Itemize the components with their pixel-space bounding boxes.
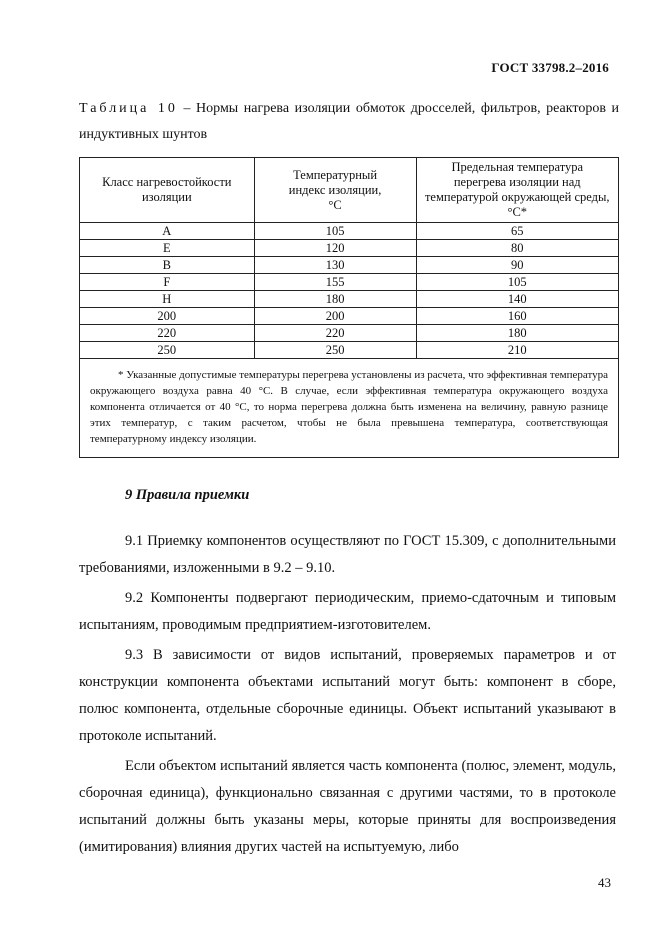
column-header-class: Класс нагревостойкости изоляции: [80, 158, 255, 223]
table-cell: 80: [416, 240, 618, 257]
column-header-index: Температурный индекс изоляции, °С: [254, 158, 416, 223]
table-body: [80, 223, 619, 359]
table-cell: В: [80, 257, 255, 274]
table-cell: 250: [254, 342, 416, 359]
table-cell: 250: [80, 342, 255, 359]
table-caption: [79, 96, 619, 148]
table-row: [80, 240, 619, 257]
table-row: [80, 342, 619, 359]
table-cell: 220: [80, 325, 255, 342]
table-footnote-row: [80, 359, 619, 458]
table-cell: А: [80, 223, 255, 240]
table-row: [80, 257, 619, 274]
table-cell: 65: [416, 223, 618, 240]
table-caption-text: – Нормы нагрева изоляции обмоток дросселей, фильтров, реакторов и индуктивных шунтов: [79, 101, 619, 142]
table-row: [80, 291, 619, 308]
document-code: ГОСТ 33798.2–2016: [491, 60, 609, 75]
table-cell: 220: [254, 325, 416, 342]
table-row: [80, 223, 619, 240]
insulation-norms-table: [79, 157, 619, 458]
table-cell: Е: [80, 240, 255, 257]
table-cell: 200: [80, 308, 255, 325]
table-cell: 105: [254, 223, 416, 240]
paragraph-9-3: 9.3 В зависимости от видов испытаний, проверяемых параметров и от конструкции компонента объектами испытаний могут быть: компонент в сборе, полюс компонента, отдельные сборочные единицы. Объект испытаний указывают в протоколе испытаний.: [79, 647, 616, 744]
table-cell: 90: [416, 257, 618, 274]
table-cell: Н: [80, 291, 255, 308]
table-cell: 140: [416, 291, 618, 308]
table-row: [80, 274, 619, 291]
table-header-row: [80, 158, 619, 223]
paragraph-9-3-continued: Если объектом испытаний является часть компонента (полюс, элемент, модуль, сборочная единица), функционально связанная с другими частями, то в протоколе испытаний должны быть указаны меры, которые приняты для воспроизведения (имитирования) влияния других частей на испытуемую, либо: [79, 758, 616, 855]
table-cell: 130: [254, 257, 416, 274]
paragraph-9-1: 9.1 Приемку компонентов осуществляют по ГОСТ 15.309, с дополнительными требованиями, изложенными в 9.2 – 9.10.: [79, 533, 616, 576]
table-cell: 180: [254, 291, 416, 308]
column-header-limit: Предельная температура перегрева изоляции над температурой окружающей среды, °С*: [416, 158, 618, 223]
table-row: [80, 308, 619, 325]
page-number: 43: [598, 875, 611, 890]
table-footnote-cell: [80, 359, 619, 458]
table-cell: 105: [416, 274, 618, 291]
table-caption-label: Таблица 10: [79, 101, 178, 116]
table-cell: 210: [416, 342, 618, 359]
table-cell: F: [80, 274, 255, 291]
table-cell: 200: [254, 308, 416, 325]
section-body: [79, 528, 616, 861]
table-cell: 180: [416, 325, 618, 342]
table-footnote: * Указанные допустимые температуры перегрева установлены из расчета, что эффективная температура окружающего воздуха равна 40 °С. В случае, если эффективная температура окружающего воздуха компонента отличается от 40 °С, то норма перегрева должна быть изменена на величину, равную разнице этих температур, с таким расчетом, чтобы не была превышена температура, соответствующая температурному индексу изоляции.: [90, 369, 608, 445]
table-cell: 120: [254, 240, 416, 257]
paragraph-9-2: 9.2 Компоненты подвергают периодическим, приемо-сдаточным и типовым испытаниям, проводимым предприятием-изготовителем.: [79, 590, 616, 633]
table-cell: 160: [416, 308, 618, 325]
table-row: [80, 325, 619, 342]
section-heading: 9 Правила приемки: [125, 487, 250, 503]
table-cell: 155: [254, 274, 416, 291]
